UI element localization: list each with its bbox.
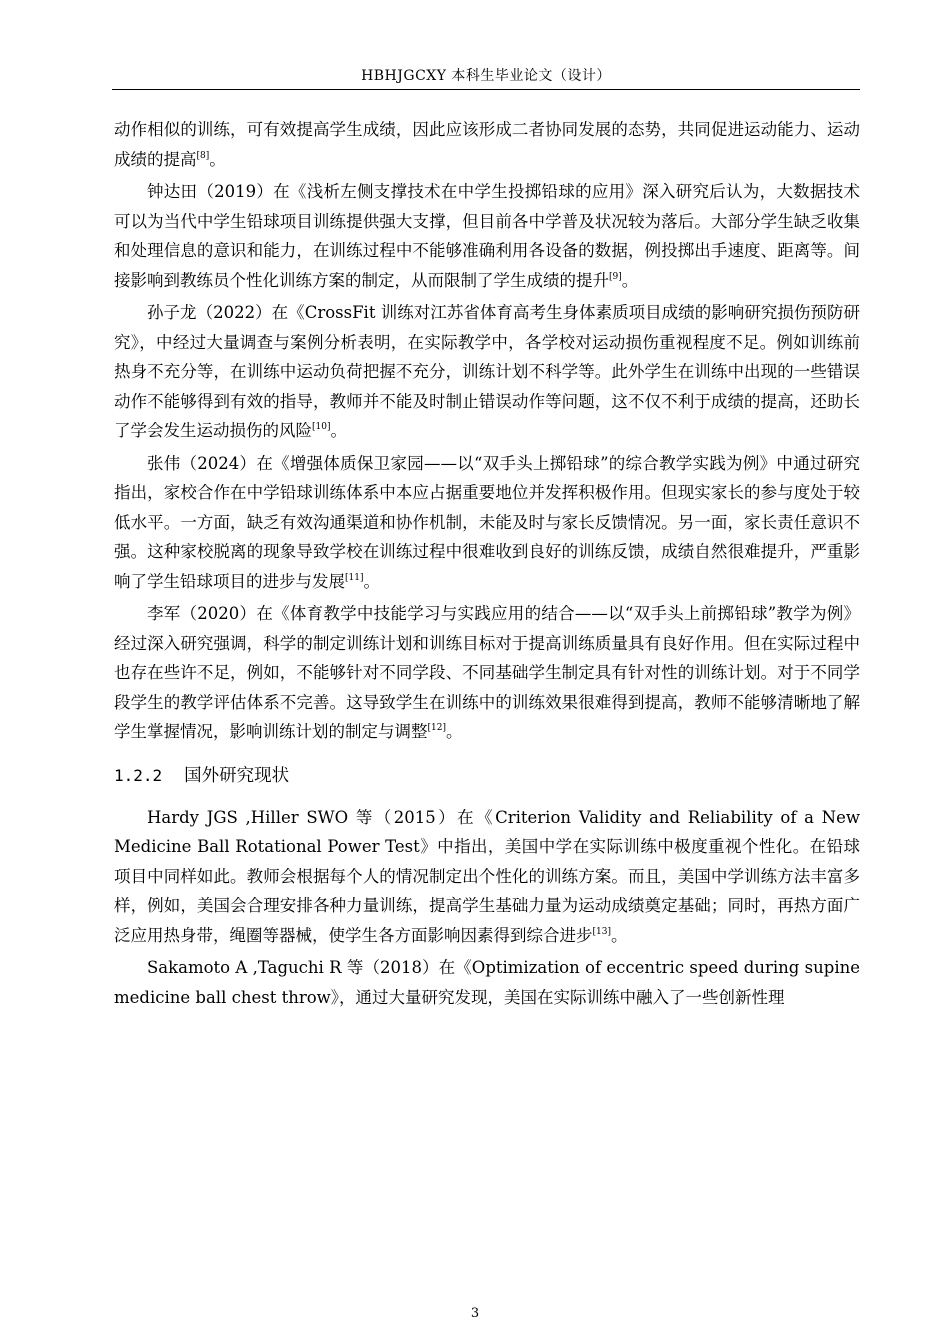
paragraph-text: Sakamoto A ,Taguchi R 等（2018）在《Optimization of eccentric speed during supine medicine ball chest throw》，通过大量研究发现，美国在实际训练中融入了一些创新性理 xyxy=(114,958,860,1007)
paragraph xyxy=(114,953,860,1012)
paragraph xyxy=(114,177,860,295)
citation-ref[interactable]: [11] xyxy=(345,572,364,583)
citation-ref[interactable]: [9] xyxy=(609,271,622,282)
header-rule xyxy=(112,89,860,90)
citation-ref[interactable]: [12] xyxy=(427,723,446,733)
paragraph-tail: 。 xyxy=(621,270,639,290)
section-heading xyxy=(114,761,860,791)
paragraph-tail: 。 xyxy=(209,149,226,169)
section-number: 1.2.2 xyxy=(114,765,163,785)
paragraph xyxy=(114,803,860,951)
citation-ref[interactable]: [8] xyxy=(196,150,210,161)
paragraph-text: 孙子龙（2022）在《CrossFit 训练对江苏省体育高考生身体素质项目成绩的影响研究损伤预防研究》，中经过大量调查与案例分析表明，在实际教学中，各学校对运动损伤重视程度不足。例如训练前热身不充分等，在训练中运动负荷把握不充分，训练计划不科学等。此外学生在训练中出现的一些错误动作不能够得到有效的指导，教师并不能及时制止错误动作等问题，这不仅不利于成绩的提高，还助长了学会发生运动损伤的风险 xyxy=(114,303,860,440)
paragraph-text: 动作相似的训练，可有效提高学生成绩，因此应该形成二者协同发展的态势，共同促进运动能力、运动成绩的提高 xyxy=(114,120,860,169)
paragraph-tail: 。 xyxy=(330,421,347,440)
paragraph-tail: 。 xyxy=(610,925,628,945)
paragraph-text: 张伟（2024）在《增强体质保卫家园——以“双手头上掷铅球”的综合教学实践为例》中通过研究指出，家校合作在中学铅球训练体系中本应占据重要地位并发挥积极作用。但现实家长的参与度处于较低水平。一方面，缺乏有效沟通渠道和协作机制，未能及时与家长反馈情况。另一面，家长责任意识不强。这种家校脱离的现象导致学校在训练过程中很难收到良好的训练反馈，成绩自然很难提升，严重影响了学生铅球项目的进步与发展 xyxy=(114,453,860,591)
paragraph-text: 钟达田（2019）在《浅析左侧支撑技术在中学生投掷铅球的应用》深入研究后认为，大数据技术可以为当代中学生铅球项目训练提供强大支撑，但目前各中学普及状况较为落后。大部分学生缺乏收集和处理信息的意识和能力，在训练过程中不能够准确利用各设备的数据，例投掷出手速度、距离等。间接影响到教练员个性化训练方案的制定，从而限制了学生成绩的提升 xyxy=(114,182,860,290)
paragraph xyxy=(114,449,860,597)
paragraph-text: Hardy JGS ,Hiller SWO 等（2015）在《Criterion Validity and Reliability of a New Medicine Ball Rotational Power Test》中指出，美国中学在实际训练中极度重视个性化。在铅球项目中同样如此。教师会根据每个人的情况制定出个性化的训练方案。而且，美国中学训练方法丰富多样，例如，美国会合理安排各种力量训练，提高学生基础力量为运动成绩奠定基础；同时，再热方面广泛应用热身带，绳圈等器械，使学生各方面影响因素得到综合进步 xyxy=(114,807,860,945)
page-number: 3 xyxy=(470,1306,480,1321)
paragraph-text: 李军（2020）在《体育教学中技能学习与实践应用的结合——以“双手头上前掷铅球”教学为例》经过深入研究强调，科学的制定训练计划和训练目标对于提高训练质量具有良好作用。但在实际过程中也存在些许不足，例如，不能够针对不同学段、不同基础学生制定具有针对性的训练计划。对于不同学段学生的教学评估体系不完善。这导致学生在训练中的训练效果很难得到提高，教师不能够清晰地了解学生掌握情况，影响训练计划的制定与调整 xyxy=(114,604,860,741)
paragraph xyxy=(114,298,860,446)
document-body xyxy=(114,115,860,1015)
paragraph-tail: 。 xyxy=(363,571,380,591)
citation-ref[interactable]: [10] xyxy=(312,422,331,432)
running-header: HBHJGCXY 本科生毕业论文（设计） xyxy=(361,68,611,84)
paragraph xyxy=(114,599,860,747)
section-title: 国外研究现状 xyxy=(184,765,290,786)
paragraph-continued xyxy=(114,115,860,174)
paragraph-tail: 。 xyxy=(445,722,463,741)
citation-ref[interactable]: [13] xyxy=(592,926,611,937)
